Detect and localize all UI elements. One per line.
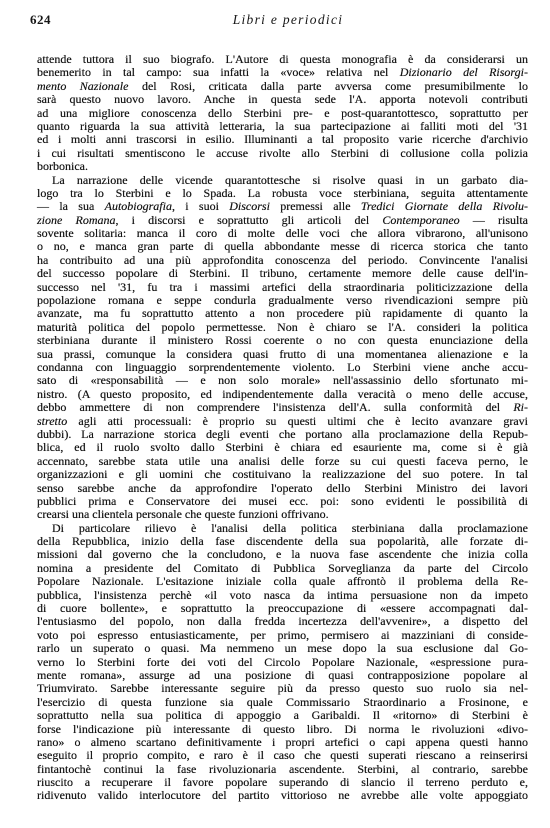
text-line [37, 147, 528, 160]
text-segment: mente romana», assurge ad una posizione di quasi contrapposizione popolare al [37, 667, 528, 682]
text-line [37, 254, 528, 267]
text-segment: sua prassi, comunque la considera quasi frutto di una momentanea alienazione e la [37, 346, 528, 361]
text-line-content [37, 588, 528, 602]
text-segment: pubblici prima e Conservatore dei musei ecc. poi: sono evidenti le possibilità di [37, 493, 528, 508]
text-segment: Di particolare rilievo è l'analisi della politica sterbiniana dalla proclamazione [52, 520, 528, 535]
text-line [37, 267, 528, 280]
text-line-content [37, 788, 528, 802]
text-segment: o no, e manca gran parte di quella abbondante messe di ricerca storica che tanto [37, 239, 528, 254]
text-segment: ridivenuto valido interlocutore del partito vittorioso ne avrebbe alle volte appoggiato [37, 788, 528, 803]
text-segment: premessi alle [269, 199, 361, 214]
running-title: Libri e periodici [232, 12, 344, 27]
text-segment: senso sarebbe anche da approfondire l'operato dello Sterbini Ministro dei lavori [37, 480, 528, 495]
text-line [37, 589, 528, 602]
text-line [37, 281, 528, 294]
text-segment: soprattutto nella sua politica di appoggio a Garibaldi. Il «ritorno» di Sterbini è [37, 708, 528, 723]
text-segment: dubbi). La narrazione storica degli eventi che portano alla proclamazione della Repub- [37, 426, 528, 441]
text-segment: ha contribuito ad una più approfondita conoscenza del periodo. Convincente l'analisi [37, 252, 528, 267]
text-line-content [37, 293, 528, 307]
text-segment: — risulta [459, 212, 528, 227]
italic-text: Autobiografia [104, 199, 172, 214]
text-line-content [37, 65, 528, 79]
text-line [37, 361, 528, 374]
text-line-content [37, 641, 528, 655]
text-segment: quanto riguarda la sua attività letteraria, la sua partecipazione ai falliti moti del '31 [37, 118, 528, 133]
text-segment: , i suoi [171, 199, 230, 214]
text-line [37, 200, 528, 213]
text-line-content [37, 601, 528, 615]
text-line [37, 53, 528, 66]
text-line-content [37, 132, 528, 146]
text-line-content [37, 695, 528, 709]
text-line-content [37, 494, 528, 508]
italic-text: mento Nazionale [37, 78, 129, 93]
text-line-content [37, 79, 528, 93]
text-line-content [37, 668, 528, 682]
text-segment: pubblica, l'insistenza perchè «il voto nasca da intima persuasione non da impeto [37, 587, 528, 602]
text-line-content [37, 427, 528, 441]
text-line-content [37, 655, 528, 669]
text-line [37, 160, 528, 173]
text-segment: Popolare Nazionale. L'esitazione iniziale colla quale affrontò il problema della Re- [37, 574, 528, 589]
text-line-content [37, 574, 528, 588]
text-segment: borbonica. [37, 159, 88, 174]
text-segment: i cui risultati smentiscono le accuse rivolte allo Sterbini di collusione colla polizia [37, 145, 528, 160]
text-segment: rarlo un superato o quasi. Ma nemmeno un mese dopo la sua esclusione dal Go- [37, 641, 528, 656]
text-line-content [37, 440, 528, 454]
text-line [37, 107, 528, 120]
text-line [37, 187, 528, 200]
text-segment: sato di «responsabilità — e non solo morale» nell'assassinio dello sfortunato mi- [37, 373, 528, 388]
text-line [37, 482, 528, 495]
text-line-content [37, 373, 528, 387]
text-line [37, 562, 528, 575]
text-segment: , i discorsi e soprattutto gli articoli del [115, 212, 383, 227]
italic-text: stretto [37, 413, 68, 428]
text-line [37, 227, 528, 240]
text-line [37, 642, 528, 655]
body-text [37, 53, 528, 803]
text-line-content [37, 708, 528, 722]
text-segment: sterbiniana durante il ministero Rossi coerente o no con questa enunciazione della [37, 333, 528, 348]
text-line-content [37, 614, 528, 628]
text-line [37, 334, 528, 347]
text-line [37, 575, 528, 588]
text-line [37, 602, 528, 615]
text-segment: del Rosi, criticata dalla parte avversa come presumibilmente lo [128, 78, 528, 93]
text-line [37, 240, 528, 253]
text-segment: verno lo Sterbini forte dei voti del Circolo Popolare Nazionale, «espressione pura- [37, 654, 528, 669]
text-segment: ad una migliore conoscenza dello Sterbini pre- e post-quarantottesco, soprattutto per [37, 105, 528, 120]
text-segment: benemerito in tal campo: sua infatti la «voce» relativa nel [37, 65, 400, 80]
text-segment: voto poi espresso entusiasticamente, per primo, permisero ai mazziniani di conside- [37, 627, 528, 642]
text-segment: l'esercizio di questa funzione sia quale Commissario Straordinario a Frosinone, e [37, 694, 528, 709]
text-segment: del successo popolare di Sterbini. Il tribuno, certamente memore delle cause dell'in- [37, 266, 528, 281]
text-line-content [37, 213, 528, 227]
text-line [37, 468, 528, 481]
text-segment: ed i molti anni trascorsi in esilio. Illuminanti a tal proposito varie ricerche d'archivio [37, 132, 528, 147]
text-line [37, 401, 528, 414]
text-line-content [52, 521, 528, 535]
text-line [37, 789, 528, 802]
text-segment: l'entusiasmo del popolo, non dalla fredda incertezza dell'avvenire», a dispetto del [37, 614, 528, 629]
italic-text: Contemporaneo [382, 212, 460, 227]
text-line-content [37, 333, 528, 347]
text-segment: maturità politica del popolo permettesse. Non è chiaro se l'A. consideri la politica [37, 319, 528, 334]
text-segment: — la sua [37, 199, 105, 214]
text-segment: sarà questo nuovo lavoro. Anche in questa sede l'A. apporta notevoli contributi [37, 92, 528, 107]
text-segment: avanzate, ma fu soprattutto attento a non procedere più rapidamente di quanto la [37, 306, 528, 321]
text-line-content [37, 266, 528, 280]
text-line [37, 93, 528, 106]
text-segment: della Repubblica, inizio della fase discendente della sua popolarità, alle forzate di- [37, 534, 528, 549]
text-line [37, 321, 528, 334]
text-line [37, 80, 528, 93]
text-segment: missioni dal governo che la concludono, e la nuova fase ascendente che inizia colla [37, 547, 528, 562]
text-line-content [37, 239, 528, 253]
text-line [37, 629, 528, 642]
text-line-content [37, 52, 528, 66]
text-line-content [37, 159, 88, 173]
text-line [37, 348, 528, 361]
text-line-content [37, 762, 528, 776]
text-line [37, 374, 528, 387]
text-line [37, 133, 528, 146]
text-line-content [37, 106, 528, 120]
text-line [37, 535, 528, 548]
text-segment: successo nel '31, fu tra i massimi artefici della straordinaria politicizzazione della [37, 279, 528, 294]
text-line-content [37, 775, 528, 789]
text-segment: forse l'indicazione più interessante di questo libro. Di norma le rivoluzioni «divo- [37, 721, 528, 736]
text-segment: sovente solitaria: manca il coro di molte delle voci che allora vibrarono, all'unisono [37, 226, 528, 241]
text-line-content [37, 748, 528, 762]
text-line-content [37, 507, 329, 521]
text-line-content [37, 561, 528, 575]
text-line-content [37, 387, 528, 401]
paragraph [37, 53, 528, 174]
text-segment: di cuore bollente», e soprattutto la preoccupazione di «essere accompagnati dal- [37, 601, 528, 616]
text-line [37, 441, 528, 454]
italic-text: Tredici Giornate della Rivolu- [360, 199, 529, 214]
italic-text: Ri- [513, 400, 528, 415]
text-segment: blica, ed il ruolo svolto dallo Sterbini è chiara ed esauriente ma, come si è già [37, 440, 528, 455]
text-line-content [37, 347, 528, 361]
text-segment: debbo ammettere di non comprendere l'insistenza dell'A. sulla conformità del [37, 400, 514, 415]
text-line [37, 522, 528, 535]
text-segment: rano» o almeno scartano definitivamente i propri artefici o capi appena questi hanno [37, 734, 528, 749]
text-line-content [37, 360, 528, 374]
text-line [37, 174, 528, 187]
text-line [37, 723, 528, 736]
text-line-content [37, 306, 528, 320]
text-line-content [37, 454, 528, 468]
text-line [37, 749, 528, 762]
text-segment: agli atti processuali: è proprio su questi ultimi che è lecito avanzare gravi [67, 413, 528, 428]
text-line-content [37, 628, 528, 642]
text-segment: attende tuttora il suo biografo. L'Autore di questa monografia è da considerarsi un [37, 52, 528, 66]
text-segment: popolazione romana e seppe condurla gradualmente verso rivendicazioni sempre più [37, 293, 528, 308]
text-line [37, 682, 528, 695]
italic-text: Dizionario del Risorgi- [399, 65, 528, 80]
text-line-content [37, 467, 528, 481]
text-line-content [37, 735, 528, 749]
text-line [37, 763, 528, 776]
italic-text: zione Romana [37, 212, 116, 227]
text-segment: logo tra lo Sterbini e lo Spada. La robusta voce sterbiniana, seguita attentamente [37, 185, 528, 200]
text-line-content [37, 320, 528, 334]
text-line-content [37, 400, 528, 414]
text-line [37, 709, 528, 722]
text-segment: eseguito il proprio compito, e raro è il caso che questi superati riescano a reinserirsi [37, 748, 528, 763]
text-line [37, 66, 528, 79]
paragraph [37, 522, 528, 803]
text-line [37, 307, 528, 320]
text-line-content [37, 119, 528, 133]
text-line [37, 669, 528, 682]
text-line-content [37, 199, 528, 213]
text-line-content [37, 226, 528, 240]
text-line-content [37, 722, 528, 736]
italic-text: Discorsi [229, 199, 270, 214]
text-line [37, 776, 528, 789]
text-line [37, 455, 528, 468]
text-line [37, 120, 528, 133]
text-line-content [37, 547, 528, 561]
text-line-content [37, 534, 528, 548]
text-line [37, 615, 528, 628]
text-segment: organizzazioni e gli uomini che costituivano la realizzazione del suo potere. In tal [37, 467, 528, 482]
text-line-content [37, 481, 528, 495]
text-segment: La narrazione delle vicende quarantottesche si risolve quasi in un garbato dia- [52, 172, 528, 187]
text-line [37, 214, 528, 227]
text-segment: nistro. (A questo proposito, ed indipendentemente dalla veracità o meno delle accuse, [37, 386, 528, 401]
text-line [37, 508, 528, 521]
text-segment: riuscito a recuperare il favore popolare superando di slancio il terreno perduto e, [37, 775, 528, 790]
text-line-content [37, 280, 528, 294]
text-segment: fintantochè continui la fase rivoluzionaria ascendente. Sterbini, al contrario, sarebbe [37, 761, 528, 776]
text-line-content [37, 186, 528, 200]
text-segment: nomina a presidente del Comitato di Pubblica Sorveglianza da parte del Circolo [37, 560, 528, 575]
text-line [37, 388, 528, 401]
text-segment: accennato, sarebbe stata utile una analisi delle forze su cui questi faceva perno, le [37, 453, 528, 468]
text-line-content [37, 681, 528, 695]
text-line [37, 656, 528, 669]
text-line-content [52, 173, 528, 187]
text-line-content [37, 146, 528, 160]
paragraph [37, 174, 528, 522]
text-line-content [37, 414, 528, 428]
text-line [37, 495, 528, 508]
text-segment: Triumvirato. Sarebbe interessante seguire più da presso questo suo ruolo sia nel- [37, 681, 528, 696]
text-line [37, 415, 528, 428]
text-line [37, 548, 528, 561]
text-line [37, 428, 528, 441]
text-line-content [37, 92, 528, 106]
page-number: 624 [30, 12, 51, 27]
text-line [37, 294, 528, 307]
text-segment: crearsi una clientela personale che queste funzioni offrivano. [37, 507, 329, 522]
text-segment: condanna con linguaggio sorprendentemente violento. Lo Sterbini viene anche accu- [37, 359, 528, 374]
text-line-content [37, 253, 528, 267]
text-line [37, 736, 528, 749]
text-line [37, 696, 528, 709]
